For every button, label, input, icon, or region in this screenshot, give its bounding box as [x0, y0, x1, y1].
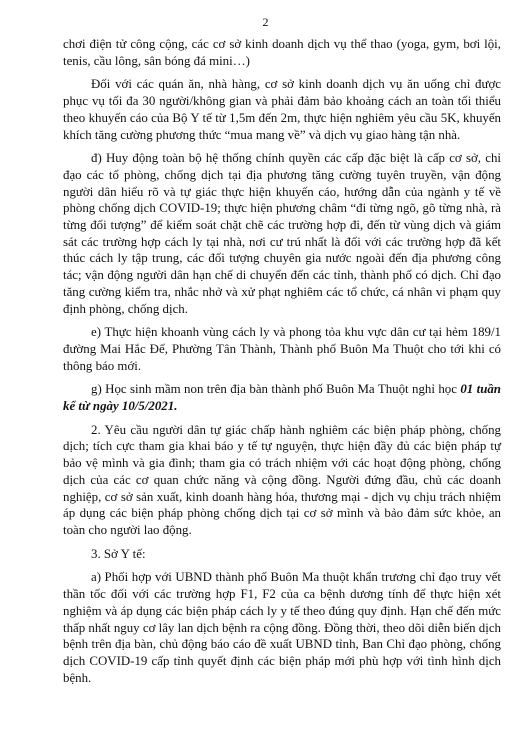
paragraph-restaurants: Đối với các quán ăn, nhà hàng, cơ sở kinh doanh dịch vụ ăn uống chỉ được phục vụ tối đa 30 người/không gian và phải đảm bảo khoảng cách an toàn tối thiểu theo khuyến cáo của Bộ Y tế từ 1,5m đến 2m, thực hiện nghiêm yêu cầu 5K, khuyến khích tăng cường phương thức “mua mang về” và dịch vụ giao hàng tận nhà.	[63, 77, 501, 142]
paragraph-item-e: e) Thực hiện khoanh vùng cách ly và phong tỏa khu vực dân cư tại hẻm 189/1 đường Mai Hắc Đế, Phường Tân Thành, Thành phố Buôn Ma Thuột cho tới khi có thông báo mới.	[63, 325, 501, 373]
paragraph-item-g-text: g) Học sinh mầm non trên địa bàn thành phố Buôn Ma Thuột nghỉ học	[91, 382, 461, 397]
document-body	[63, 36, 501, 693]
paragraph-section-3-heading: 3. Sở Y tế:	[91, 546, 146, 561]
paragraph-item-dd: đ) Huy động toàn bộ hệ thống chính quyền các cấp đặc biệt là cấp cơ sở, chỉ đạo các tổ phòng, chống dịch tại địa phương tăng cường tuyên truyền, vận động người dân hiểu rõ và tự giác thực hiện khuyến cáo, hướng dẫn của ngành y tế về phòng chống dịch COVID-19; thực hiện phương châm “đi từng ngõ, gõ từng nhà, rà từng đối tượng” để kiểm soát chặt chẽ các trường hợp đi, đến từ vùng dịch và giám sát các trường hợp cách ly tại nhà, nơi cư trú nhất là đối với các trường hợp đã kết thúc cách ly tập trung, các đối tượng chuyên gia nước ngoài đến địa phương công tác; vận động người dân hạn chế di chuyển đến các tỉnh, thành phố có dịch. Chỉ đạo tăng cường kiểm tra, nhắc nhở và xử phạt nghiêm các tổ chức, cá nhân vi phạm quy định phòng, chống dịch.	[63, 151, 501, 316]
paragraph-section-2: 2. Yêu cầu người dân tự giác chấp hành nghiêm các biện pháp phòng, chống dịch; tích cực tham gia khai báo y tế tự nguyện, thực hiện đầy đủ các biện pháp tự bảo vệ mình và gia đình; tham gia có trách nhiệm với các hoạt động phòng, chống dịch của các cơ quan chức năng và cộng đồng. Người đứng đầu, chủ các doanh nghiệp, cơ sở sản xuất, kinh doanh hàng hóa, thương mại - dịch vụ chịu trách nhiệm áp dụng các biện pháp phòng chống dịch tại cơ sở mình và bảo đảm sức khỏe, an toàn cho người lao động.	[63, 422, 501, 537]
paragraph-section-3a: a) Phối hợp với UBND thành phố Buôn Ma thuột khẩn trương chỉ đạo truy vết thần tốc đối với các trường hợp F1, F2 của ca bệnh dương tính để thực hiện xét nghiệm và áp dụng các biện pháp cách ly y tế theo đúng quy định. Hạn chế đến mức thấp nhất nguy cơ lây lan dịch bệnh ra cộng đồng. Đồng thời, theo dõi diễn biến dịch bệnh trên địa bàn, chủ động báo cáo đề xuất UBND tỉnh, Ban Chỉ đạo phòng, chống dịch COVID-19 cấp tỉnh quyết định các biện pháp mới phù hợp với tình hình dịch bệnh.	[63, 570, 501, 685]
paragraph-item-g-emphasis: 01 tuần kể từ ngày 10/5/2021.	[63, 382, 501, 414]
paragraph-continuation: chơi điện tử công cộng, các cơ sở kinh doanh dịch vụ thể thao (yoga, gym, bơi lội, tenis, cầu lông, sân bóng đá mini…)	[63, 37, 501, 68]
paragraph-item-g	[63, 381, 501, 414]
page-number: 2	[262, 15, 269, 29]
